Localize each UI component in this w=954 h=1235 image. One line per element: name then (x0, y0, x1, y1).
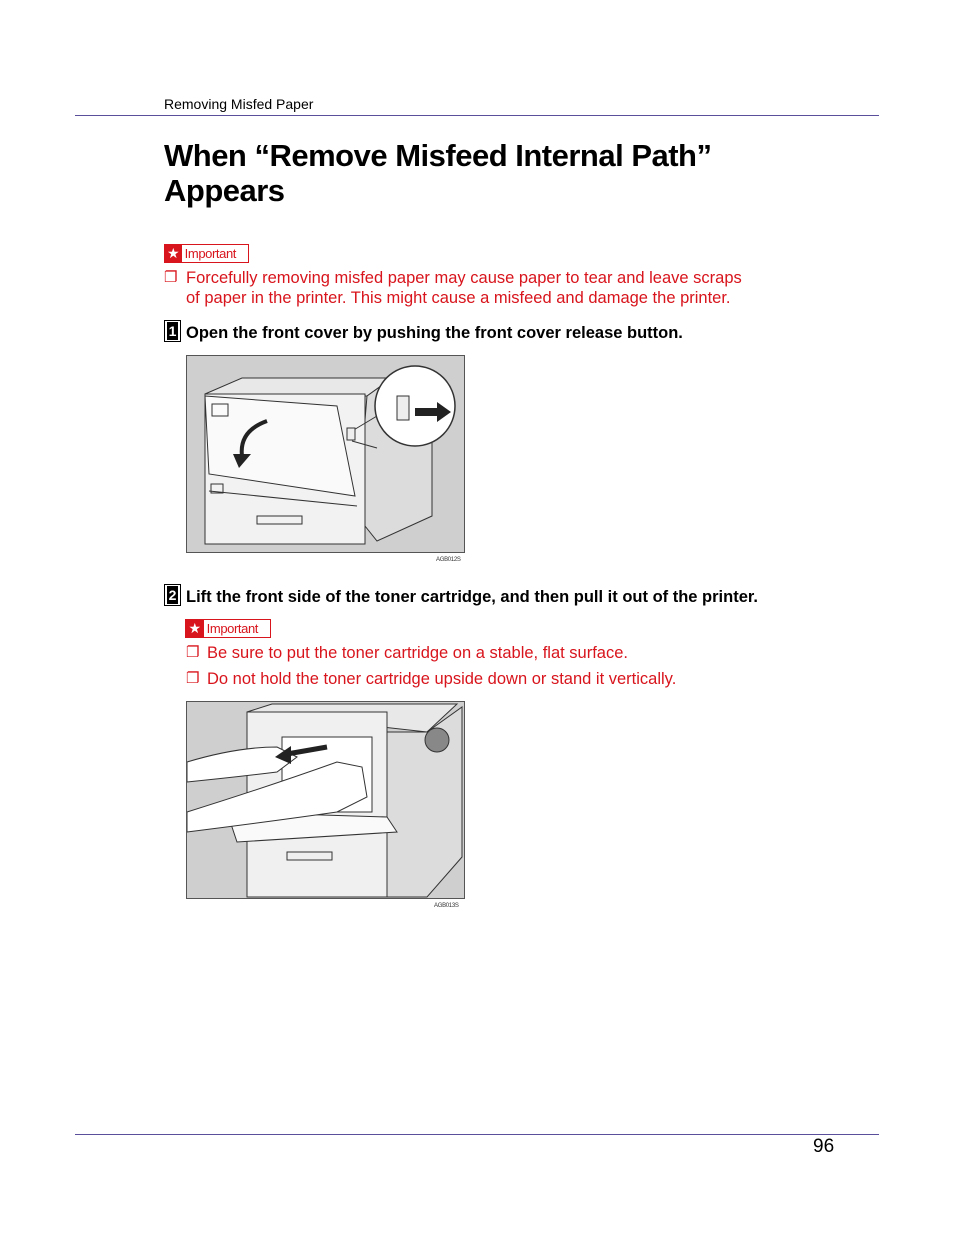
intro-note-line2: of paper in the printer. This might cause a misfeed and damage the printer. (186, 289, 731, 307)
header-rule (75, 115, 879, 116)
step-2-text: Lift the front side of the toner cartridge, and then pull it out of the printer. (186, 588, 758, 606)
checkbox-icon: ❐ (186, 644, 200, 661)
star-icon: ★ (186, 620, 204, 637)
step-2-note-1: ❐ Be sure to put the toner cartridge on a stable, flat surface. (186, 644, 628, 662)
footer-rule (75, 1134, 879, 1135)
important-label: Important (206, 621, 258, 636)
figure-2-code: AGB013S (434, 903, 459, 909)
page-title-line2: Appears (164, 173, 285, 208)
checkbox-icon: ❐ (164, 269, 178, 286)
step-1-text: Open the front cover by pushing the front cover release button. (186, 324, 683, 342)
page-title (164, 138, 864, 208)
checkbox-icon: ❐ (186, 670, 200, 687)
step-2-note-2: ❐ Do not hold the toner cartridge upside down or stand it vertically. (186, 670, 677, 688)
page-number: 96 (813, 1136, 835, 1157)
figure-1-code: AGB012S (436, 557, 461, 563)
important-badge (164, 244, 249, 263)
intro-note-line1: Forcefully removing misfed paper may cause paper to tear and leave scraps (186, 269, 742, 287)
figure-remove-toner-cartridge (186, 701, 465, 899)
printer-open-cover-illustration (187, 356, 465, 553)
page-title-line1: When “Remove Misfeed Internal Path” (164, 138, 712, 173)
important-label: Important (184, 246, 236, 261)
step-2-number: 2 (164, 584, 181, 606)
step-2-important-badge (185, 619, 271, 638)
star-icon: ★ (165, 245, 182, 262)
running-header: Removing Misfed Paper (164, 96, 314, 112)
figure-open-front-cover (186, 355, 465, 553)
intro-note (164, 268, 804, 308)
step-1-number: 1 (164, 320, 181, 342)
toner-removal-illustration (187, 702, 465, 899)
